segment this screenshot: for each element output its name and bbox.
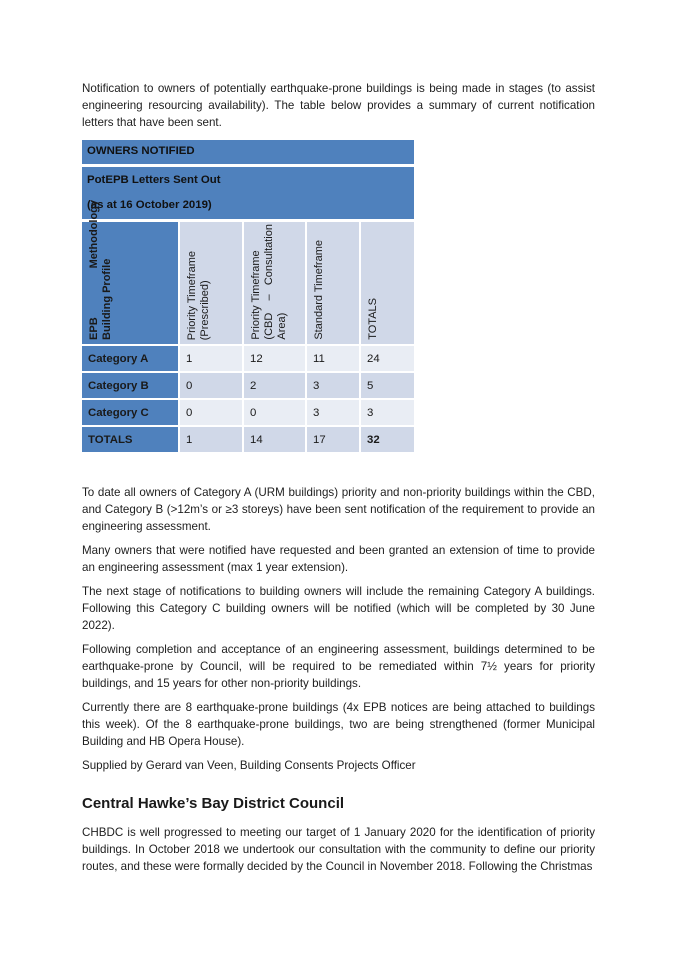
table-row <box>82 346 414 373</box>
table-date: (as at 16 October 2019) <box>87 199 212 211</box>
table-cell: 11 <box>307 346 361 373</box>
table-cell: 17 <box>307 427 361 454</box>
body-paragraphs <box>82 484 595 781</box>
table-subtitle: PotEPB Letters Sent Out <box>87 174 221 186</box>
row-label: Category B <box>82 373 180 400</box>
paragraph: Many owners that were notified have requested and been granted an extension of time to provide an engineering assessment (max 1 year extension). <box>82 544 595 574</box>
table-row <box>82 400 414 427</box>
paragraph: Currently there are 8 earthquake-prone buildings (4x EPB notices are being attached to buildings this week). Of the 8 earthquake-prone buildings, two are being strengthened (former Municipal Building and HB Opera House). <box>82 701 595 748</box>
table-cell: 14 <box>244 427 307 454</box>
section-heading: Central Hawke’s Bay District Council <box>82 795 345 812</box>
header-building-profile: EPB Methodology Building Profile <box>82 222 180 346</box>
row-label: TOTALS <box>82 427 180 454</box>
paragraph: Following completion and acceptance of an engineering assessment, buildings determined to be earthquake-prone by Council, will be required to be remediated within 7½ years for priority buildings, and 15 years for other non-priority buildings. <box>82 643 595 690</box>
owners-notified-table <box>82 140 414 454</box>
table-cell: 1 <box>180 346 244 373</box>
paragraph: The next stage of notifications to building owners will include the remaining Category A buildings. Following this Category C building owners will be notified (which will be completed by 30 June 2022). <box>82 585 595 632</box>
table-cell: 12 <box>244 346 307 373</box>
row-label: Category C <box>82 400 180 427</box>
table-cell: 2 <box>244 373 307 400</box>
table-subtitle-block <box>82 167 414 219</box>
table-cell: 0 <box>180 400 244 427</box>
header-totals: TOTALS <box>361 222 414 346</box>
table-row-totals <box>82 427 414 454</box>
table-row <box>82 373 414 400</box>
header-priority-cbd: Priority Timeframe (CBD – Consultation Area) <box>244 222 307 346</box>
table-cell: 0 <box>180 373 244 400</box>
header-priority-prescribed: Priority Timeframe (Prescribed) <box>180 222 244 346</box>
paragraph: To date all owners of Category A (URM buildings) priority and non-priority buildings within the CBD, and Category B (>12m’s or ≥3 storeys) have been sent notification of the requirement to provide an engineering assessment. <box>82 486 595 533</box>
paragraph: Supplied by Gerard van Veen, Building Consents Projects Officer <box>82 759 416 772</box>
row-label: Category A <box>82 346 180 373</box>
table-cell: 5 <box>361 373 414 400</box>
table-cell: 1 <box>180 427 244 454</box>
table-cell: 24 <box>361 346 414 373</box>
final-paragraph: CHBDC is well progressed to meeting our target of 1 January 2020 for the identification of priority buildings. In October 2018 we undertook our consultation with the community to define our priority routes, and these were formally decided by the Council in November 2018. Following the Christmas <box>82 826 595 873</box>
table-cell: 3 <box>307 373 361 400</box>
table-cell: 3 <box>361 400 414 427</box>
table-title: OWNERS NOTIFIED <box>82 140 414 167</box>
table-cell-grand-total: 32 <box>361 427 414 454</box>
header-standard-timeframe: Standard Timeframe <box>307 222 361 346</box>
table-cell: 3 <box>307 400 361 427</box>
intro-paragraph: Notification to owners of potentially earthquake-prone buildings is being made in stages (to assist engineering resourcing availability). The table below provides a summary of current notification letters that have been sent. <box>82 82 595 129</box>
table-cell: 0 <box>244 400 307 427</box>
